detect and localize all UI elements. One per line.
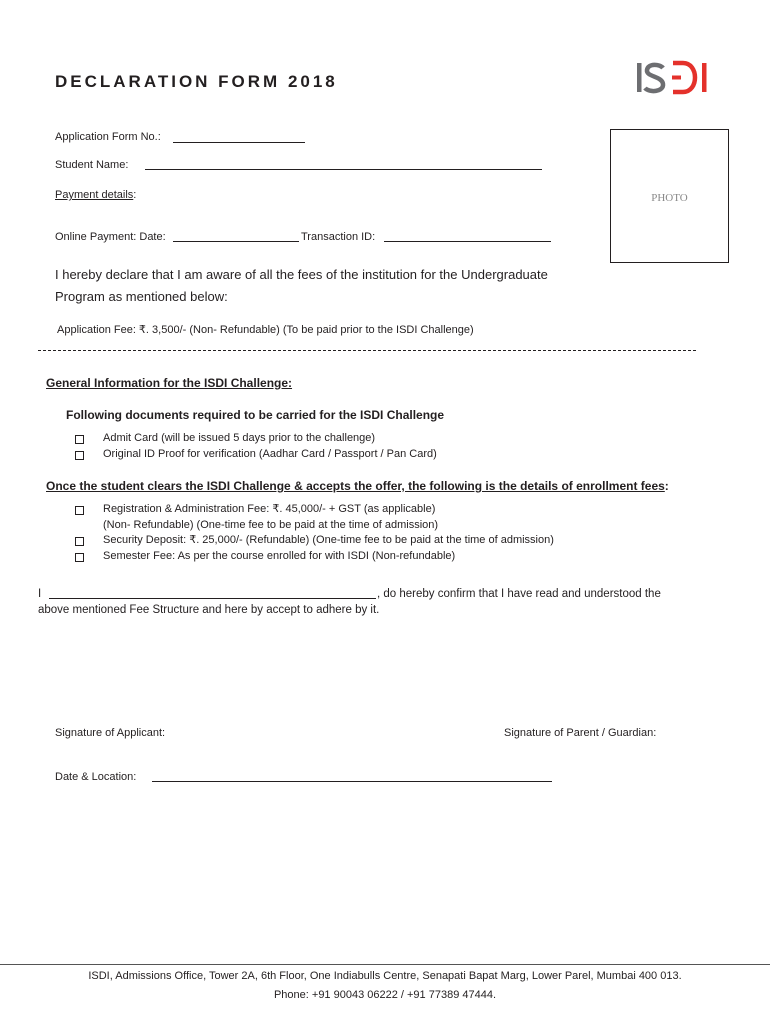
isdi-logo (636, 60, 720, 96)
confirmation-text (38, 586, 688, 618)
application-form-no-field[interactable] (173, 142, 305, 143)
photo-box (610, 129, 729, 263)
documents-heading: Following documents required to be carried for the ISDI Challenge (66, 408, 445, 422)
checkbox-icon (75, 537, 84, 546)
list-item: Registration & Administration Fee: ₹. 45,000/- + GST (as applicable) (71, 502, 554, 518)
divider (38, 350, 696, 351)
confirmation-line-2: above mentioned Fee Structure and here by accept to adhere by it. (38, 604, 380, 616)
footer-divider (0, 964, 770, 965)
student-name-field[interactable] (145, 169, 542, 170)
signature-applicant-label: Signature of Applicant: (55, 727, 166, 739)
list-item: Security Deposit: ₹. 25,000/- (Refundable) (One-time fee to be paid at the time of admission) (71, 533, 554, 549)
declaration-text (55, 264, 595, 308)
list-item: (Non- Refundable) (One-time fee to be paid at the time of admission) (103, 518, 439, 531)
list-item: Semester Fee: As per the course enrolled for with ISDI (Non-refundable) (71, 549, 554, 565)
page-title: DECLARATION FORM 2018 (55, 72, 338, 91)
checkbox-icon (75, 506, 84, 515)
general-info-heading: General Information for the ISDI Challenge: (46, 376, 293, 390)
checkbox-icon (75, 553, 84, 562)
application-form-no-label: Application Form No.: (55, 131, 161, 143)
application-fee: Application Fee: ₹. 3,500/- (Non- Refundable) (To be paid prior to the ISDI Challenge) (57, 324, 474, 336)
declaration-line-2: Program as mentioned below: (55, 289, 228, 304)
footer-phone: Phone: +91 90043 06222 / +91 77389 47444. (273, 989, 497, 1001)
footer-address: ISDI, Admissions Office, Tower 2A, 6th Floor, One Indiabulls Centre, Senapati Bapat Marg, Lower Parel, Mumbai 400 013. (88, 970, 682, 982)
checkbox-icon (75, 435, 84, 444)
enrollment-heading: Once the student clears the ISDI Challenge & accepts the offer, the following is the details of enrollment fees: (46, 479, 669, 493)
student-name-label: Student Name: (55, 159, 129, 171)
signature-parent-label: Signature of Parent / Guardian: (504, 727, 657, 739)
date-location-field[interactable] (152, 781, 552, 782)
online-payment-date-label: Online Payment: Date: (55, 231, 166, 243)
confirmation-prefix: I (38, 588, 42, 600)
transaction-id-field[interactable] (384, 241, 551, 242)
photo-label: PHOTO (651, 192, 688, 204)
confirmation-suffix: , do hereby confirm that I have read and understood the (377, 588, 661, 600)
declaration-line-1: I hereby declare that I am aware of all the fees of the institution for the Undergraduate (55, 267, 548, 282)
transaction-id-label: Transaction ID: (301, 231, 376, 243)
documents-list (71, 431, 437, 462)
online-payment-date-field[interactable] (173, 241, 299, 242)
enrollment-list (71, 502, 554, 564)
date-location-label: Date & Location: (55, 771, 137, 783)
list-item: Original ID Proof for verification (Aadhar Card / Passport / Pan Card) (71, 447, 437, 463)
payment-details-label: Payment details: (55, 189, 137, 201)
checkbox-icon (75, 451, 84, 460)
list-item: Admit Card (will be issued 5 days prior to the challenge) (71, 431, 437, 447)
confirmation-name-field[interactable] (49, 598, 376, 599)
